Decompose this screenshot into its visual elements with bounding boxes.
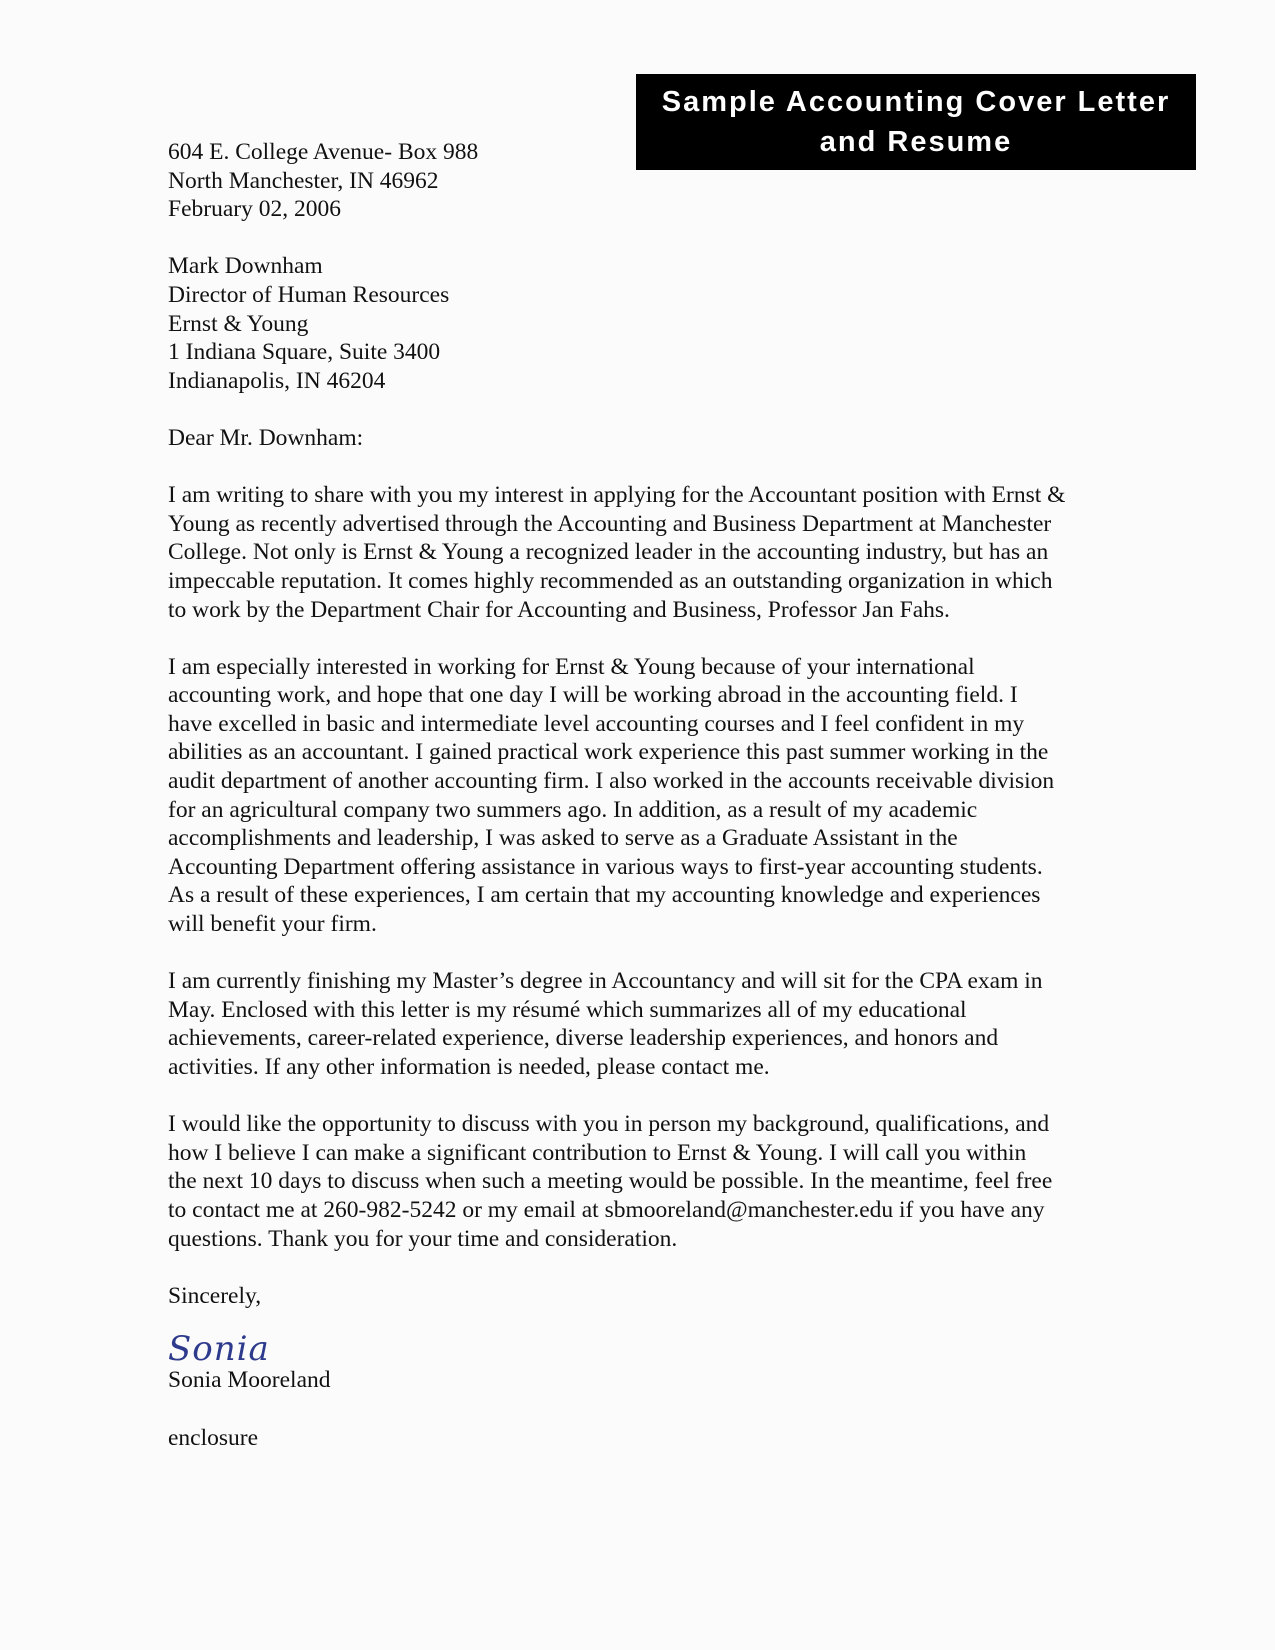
salutation: Dear Mr. Downham:: [168, 424, 364, 451]
paragraph-line: I am especially interested in working for Ernst & Young because of your international: [168, 653, 975, 680]
paragraph-line: to contact me at 260-982-5242 or my email at sbmooreland@manchester.edu if you have any: [168, 1196, 1045, 1223]
recipient-address-line-2: Indianapolis, IN 46204: [168, 367, 386, 394]
paragraph-3: [168, 967, 1148, 1081]
recipient-block: [168, 252, 1148, 395]
sender-address-line-1: 604 E. College Avenue- Box 988: [168, 139, 479, 165]
paragraph-line: how I believe I can make a significant contribution to Ernst & Young. I will call you within: [168, 1139, 1027, 1166]
paragraph-line: May. Enclosed with this letter is my résumé which summarizes all of my educational: [168, 996, 967, 1023]
enclosure-note: enclosure: [168, 1424, 259, 1451]
recipient-company: Ernst & Young: [168, 310, 309, 337]
sender-address-line-2: North Manchester, IN 46962: [168, 167, 439, 194]
paragraph-line: accomplishments and leadership, I was asked to serve as a Graduate Assistant in the: [168, 825, 958, 852]
paragraph-4: [168, 1110, 1148, 1253]
paragraph-line: Young as recently advertised through the Accounting and Business Department at Manchester: [168, 510, 1052, 537]
paragraph-1: [168, 481, 1148, 624]
sender-block: [168, 138, 1148, 224]
handwritten-signature: Sonia: [168, 1329, 270, 1370]
paragraph-line: have excelled in basic and intermediate level accounting courses and I feel confident in my: [168, 710, 1025, 737]
paragraph-line: to work by the Department Chair for Accounting and Business, Professor Jan Fahs.: [168, 596, 950, 623]
paragraph-line: audit department of another accounting firm. I also worked in the accounts receivable division: [168, 768, 1055, 795]
paragraph-line: accounting work, and hope that one day I will be working abroad in the accounting field. I: [168, 682, 1018, 709]
title-line-1: Sample Accounting Cover Letter: [661, 86, 1171, 118]
paragraph-line: I am currently finishing my Master’s degree in Accountancy and will sit for the CPA exam in: [168, 968, 1043, 995]
recipient-address-line-1: 1 Indiana Square, Suite 3400: [168, 339, 441, 366]
paragraph-line: questions. Thank you for your time and consideration.: [168, 1225, 678, 1252]
letter-date: February 02, 2006: [168, 196, 341, 223]
recipient-name: Mark Downham: [168, 253, 323, 280]
signer-name: Sonia Mooreland: [168, 1367, 331, 1394]
letter-body: [168, 138, 1148, 1452]
paragraph-line: As a result of these experiences, I am certain that my accounting knowledge and experiences: [168, 882, 1041, 909]
paragraph-line: the next 10 days to discuss when such a meeting would be possible. In the meantime, feel free: [168, 1168, 1053, 1195]
paragraph-line: College. Not only is Ernst & Young a recognized leader in the accounting industry, but has an: [168, 539, 1049, 566]
paragraph-line: Accounting Department offering assistance in various ways to first-year accounting students.: [168, 853, 1043, 880]
paragraph-line: I would like the opportunity to discuss with you in person my background, qualifications, and: [168, 1111, 1050, 1138]
recipient-title: Director of Human Resources: [168, 281, 450, 308]
paragraph-line: abilities as an accountant. I gained practical work experience this past summer working in the: [168, 739, 1049, 766]
paragraph-line: activities. If any other information is needed, please contact me.: [168, 1054, 770, 1080]
paragraph-line: impeccable reputation. It comes highly recommended as an outstanding organization in which: [168, 567, 1053, 594]
paragraph-line: achievements, career-related experience, diverse leadership experiences, and honors and: [168, 1025, 999, 1052]
paragraph-line: I am writing to share with you my interest in applying for the Accountant position with Ernst &: [168, 482, 1066, 509]
paragraph-line: for an agricultural company two summers ago. In addition, as a result of my academic: [168, 796, 978, 823]
closing: Sincerely,: [168, 1282, 262, 1309]
paragraph-2: [168, 653, 1148, 939]
paragraph-line: will benefit your firm.: [168, 911, 377, 938]
title-line-2: and Resume: [819, 126, 1013, 158]
